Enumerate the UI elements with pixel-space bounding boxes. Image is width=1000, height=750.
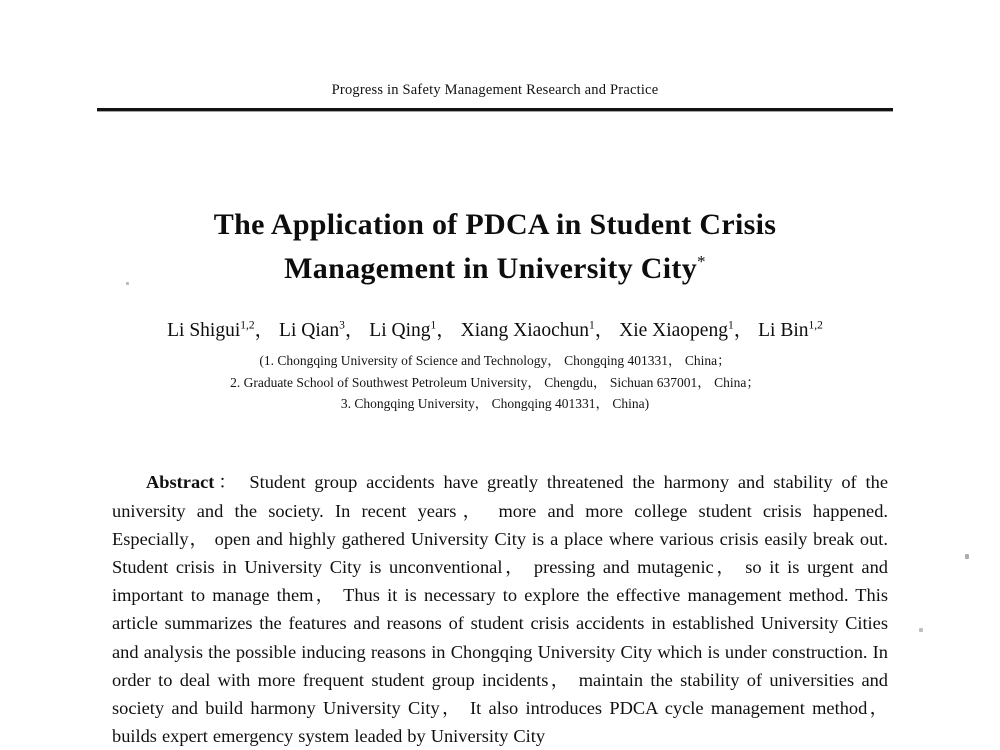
affiliation-block (97, 350, 893, 415)
abstract-paragraph (112, 468, 888, 750)
author-affiliation-marker: 1 (430, 319, 437, 332)
author-affiliation-marker: 1 (588, 319, 595, 332)
author-list (97, 318, 893, 344)
author-name: Li Bin (758, 320, 809, 341)
author-name: Li Qing (369, 320, 431, 341)
title-line-2 (97, 247, 893, 291)
author-affiliation-marker: 3 (339, 319, 345, 332)
scan-artifact-speck (126, 282, 129, 285)
author-separator: ， (254, 320, 280, 341)
title-footnote-marker: * (697, 252, 706, 271)
abstract-body: Student group accidents have greatly threatened the harmony and stability of the university and the society. In recent years， more and more college student crisis happened. Especially， open and highly gathered University City is a place where various crisis easily break out. Student crisis in University City is unconventional， pressing and mutagenic， so it is urgent and important to manage them， Thus it is necessary to explore the effective management method. This article summarizes the features and reasons of student crisis accidents in established University Cities and analysis the possible inducing reasons in Chongqing University City which is under construction. In order to deal with more frequent student group incidents， maintain the stability of universities and society and build harmony University City， It also introduces PDCA cycle management method， builds expert emergency system leaded by University City (112, 472, 888, 747)
affiliation-line: 3. Chongqing University， Chongqing 401331， China) (340, 396, 650, 411)
author-separator: ， (733, 320, 759, 341)
author-name: Xiang Xiaochun (460, 320, 589, 341)
running-head: Progress in Safety Management Research and Practice (331, 82, 659, 98)
header-divider-rule (97, 108, 893, 111)
affiliation-line: (1. Chongqing University of Science and Technology， Chongqing 401331， China； (259, 353, 731, 368)
author-affiliation-marker: 1,2 (808, 319, 823, 332)
title-line-2-text: Management in University City (284, 252, 697, 285)
author-name: Li Shigui (167, 320, 241, 341)
title-line-1: The Application of PDCA in Student Crisis (213, 208, 777, 241)
paper-title (97, 203, 893, 291)
abstract-label-separator: ： (214, 472, 241, 493)
author-affiliation-marker: 1 (727, 319, 734, 332)
author-separator: ， (594, 320, 620, 341)
author-separator: ， (344, 320, 370, 341)
scan-artifact-speck (965, 554, 969, 559)
author-separator: ， (436, 320, 461, 341)
author-name: Xie Xiaopeng (619, 320, 728, 341)
abstract-label: Abstract (146, 472, 215, 493)
author-affiliation-marker: 1,2 (240, 319, 255, 332)
affiliation-line: 2. Graduate School of Southwest Petroleum University， Chengdu， Sichuan 637001， China； (230, 374, 760, 390)
scan-artifact-speck (919, 628, 923, 632)
author-name: Li Qian (279, 320, 340, 341)
